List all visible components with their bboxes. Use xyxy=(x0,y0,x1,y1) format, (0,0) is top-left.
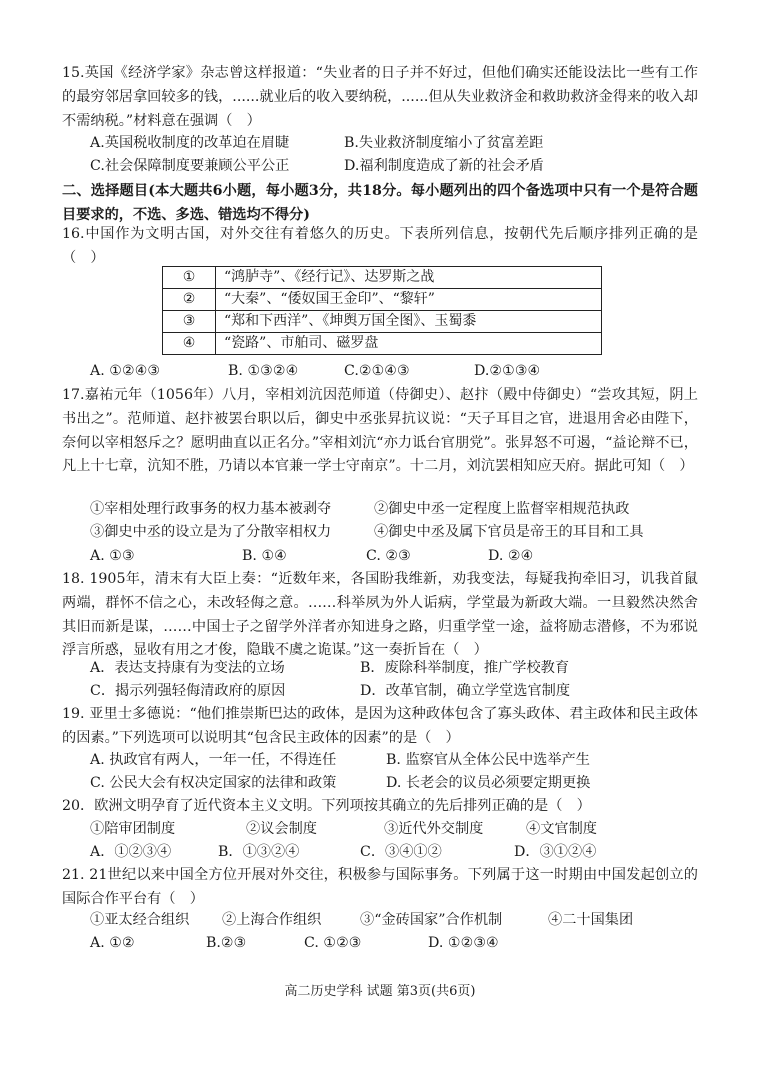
table-cell-content: “大秦”、“倭奴国王金印”、“黎轩” xyxy=(216,289,602,311)
q20-option-d: D．③①②④ xyxy=(514,844,597,860)
question-17-stem: 17.嘉祐元年（1056年）八月，宰相刘沆因范师道（侍御史）、赵抃（殿中侍御史）“尝攻其短，阴上书出之”。范师道、赵抃被罢台职以后，御史中丞张昇抗议说：“天子耳目之官，进退用舍必由陛下，奈何以宰相怒斥之？愿明曲直以正名分。”宰相刘沆“亦力诋台官朋党”。张昇怒不可遏，“益论辩不已，凡上十七章，沆知不胜，乃请以本官兼一学士守南京”。十二月，刘沆罢相知应天府。据此可知（ ） xyxy=(62,387,698,475)
q21-statement-2: ②上海合作组织 xyxy=(222,912,322,928)
question-17-options xyxy=(90,545,710,568)
q20-statement-2: ②议会制度 xyxy=(246,821,317,837)
q20-option-c: C．③④①② xyxy=(360,844,442,860)
q17-option-d: D. ②④ xyxy=(488,548,534,564)
question-17-statements-row-1 xyxy=(90,498,710,521)
q15-option-b: B.失业救济制度缩小了贫富差距 xyxy=(344,135,544,151)
question-18-options-row-1 xyxy=(90,657,710,680)
q20-statement-3: ③近代外交制度 xyxy=(384,821,484,837)
question-17-statements-row-2 xyxy=(90,521,710,544)
q20-option-b: B．①③②④ xyxy=(218,844,300,860)
q17-statement-4: ④御史中丞及属下官员是帝王的耳目和工具 xyxy=(374,524,644,540)
q17-statement-3: ③御史中丞的设立是为了分散宰相权力 xyxy=(90,524,332,540)
question-20-options xyxy=(90,841,710,864)
question-20-statements xyxy=(90,818,710,841)
q19-option-b: B. 监察官从全体公民中选举产生 xyxy=(386,752,590,768)
q21-statement-3: ③“金砖国家”合作机制 xyxy=(360,912,503,928)
question-16-stem: 16.中国作为文明古国，对外交往有着悠久的历史。下表所列信息，按朝代先后顺序排列正确的是（ ） xyxy=(62,226,698,266)
q16-option-a: A. ①②④③ xyxy=(90,363,161,379)
q19-option-c: C. 公民大会有权决定国家的法律和政策 xyxy=(90,775,337,791)
question-18-options-row-2 xyxy=(90,680,710,703)
q21-statement-4: ④二十国集团 xyxy=(548,912,634,928)
page-footer: 高二历史学科 试题 第3页(共6页) xyxy=(284,984,476,999)
q16-option-d: D.②①③④ xyxy=(474,363,541,379)
q21-option-c: C. ①②③ xyxy=(304,935,362,951)
question-20-stem: 20．欧洲文明孕育了近代资本主义文明。下列项按其确立的先后排列正确的是（ ） xyxy=(62,798,591,814)
q15-option-a: A.英国税收制度的改革迫在眉睫 xyxy=(90,135,290,151)
question-21-stem: 21. 21世纪以来中国全方位开展对外交往，积极参与国际事务。下列属于这一时期由中国发起创立的国际合作平台有（ ） xyxy=(62,867,698,907)
q20-statement-4: ④文官制度 xyxy=(526,821,597,837)
table-cell-num: ④ xyxy=(163,333,216,355)
q18-option-d: D．改革官制，确立学堂选官制度 xyxy=(360,683,571,699)
question-19-stem: 19. 亚里士多德说：“他们推崇斯巴达的政体，是因为这种政体包含了寡头政体、君主政体和民主政体的因素。”下列选项可以说明其“包含民主政体的因素”的是（ ） xyxy=(62,706,698,746)
question-21-statements xyxy=(90,909,710,932)
table-cell-num: ① xyxy=(163,267,216,289)
table-row xyxy=(163,267,602,289)
q20-statement-1: ①陪审团制度 xyxy=(90,821,176,837)
q19-option-d: D. 长老会的议员必须要定期更换 xyxy=(386,775,591,791)
q18-option-b: B．废除科举制度，推广学校教育 xyxy=(360,660,570,676)
table-cell-content: “瓷路”、市舶司、磁罗盘 xyxy=(216,333,602,355)
q21-option-a: A. ①② xyxy=(90,935,135,951)
q15-option-d: D.福利制度造成了新的社会矛盾 xyxy=(344,158,544,174)
q15-option-c: C.社会保障制度要兼顾公平公正 xyxy=(90,158,290,174)
q16-option-b: B. ①③②④ xyxy=(228,363,299,379)
question-19-options-row-2 xyxy=(90,772,710,795)
q21-option-b: B.②③ xyxy=(206,935,247,951)
question-15-options-row-1 xyxy=(90,132,710,155)
q19-option-a: A. 执政官有两人，一年一任，不得连任 xyxy=(90,752,337,768)
section-2-header: 二、选择题目(本大题共6小题，每小题3分，共18分。每小题列出的四个备选项中只有一个是符合题目要求的，不选、多选、错选均不得分) xyxy=(62,183,698,223)
question-21-options xyxy=(90,932,710,955)
table-cell-content: “鸿胪寺”、《经行记》、达罗斯之战 xyxy=(216,267,602,289)
table-row xyxy=(163,311,602,333)
q16-option-c: C.②①④③ xyxy=(344,363,410,379)
table-row xyxy=(163,333,602,355)
question-16-options xyxy=(90,360,710,383)
table-cell-num: ③ xyxy=(163,311,216,333)
q17-option-b: B. ①④ xyxy=(242,548,287,564)
q18-option-c: C．揭示列强轻侮清政府的原因 xyxy=(90,683,286,699)
table-cell-num: ② xyxy=(163,289,216,311)
question-15-options-row-2 xyxy=(90,155,710,178)
question-18-stem: 18. 1905年，清末有大臣上奏：“近数年来，各国盼我维新，劝我变法，每疑我拘牵旧习，讥我首鼠两端，群怀不信之心，未改轻侮之意。……科举夙为外人诟病，学堂最为新政大端。一旦毅然决然舍其旧而新是谋，……中国士子之留学外洋者亦知进身之路，归重学堂一途，益将励志潜修，不为邪说浮言所惑，显收有用之才俊，隐戢不虞之诡谋。”这一奏折旨在（ ） xyxy=(62,571,698,659)
q18-option-a: A．表达支持康有为变法的立场 xyxy=(90,660,285,676)
q17-statement-1: ①宰相处理行政事务的权力基本被剥夺 xyxy=(90,501,332,517)
q21-option-d: D. ①②③④ xyxy=(428,935,499,951)
q20-option-a: A．①②③④ xyxy=(90,844,172,860)
q17-option-c: C. ②③ xyxy=(366,548,411,564)
q17-statement-2: ②御史中丞一定程度上监督宰相规范执政 xyxy=(374,501,630,517)
table-cell-content: “郑和下西洋”、《坤舆万国全图》、玉蜀黍 xyxy=(216,311,602,333)
q17-option-a: A. ①③ xyxy=(90,548,135,564)
question-19-options-row-1 xyxy=(90,749,710,772)
table-row xyxy=(163,289,602,311)
question-15-stem: 15.英国《经济学家》杂志曾这样报道：“失业者的日子并不好过，但他们确实还能设法比一些有工作的最穷邻居拿回较多的钱，......就业后的收入要纳税，......但从失业救济金和救助救济金得来的收入却不需纳税。”材料意在强调（ ） xyxy=(62,65,698,129)
q21-statement-1: ①亚太经合组织 xyxy=(90,912,190,928)
question-16-table xyxy=(162,266,602,355)
